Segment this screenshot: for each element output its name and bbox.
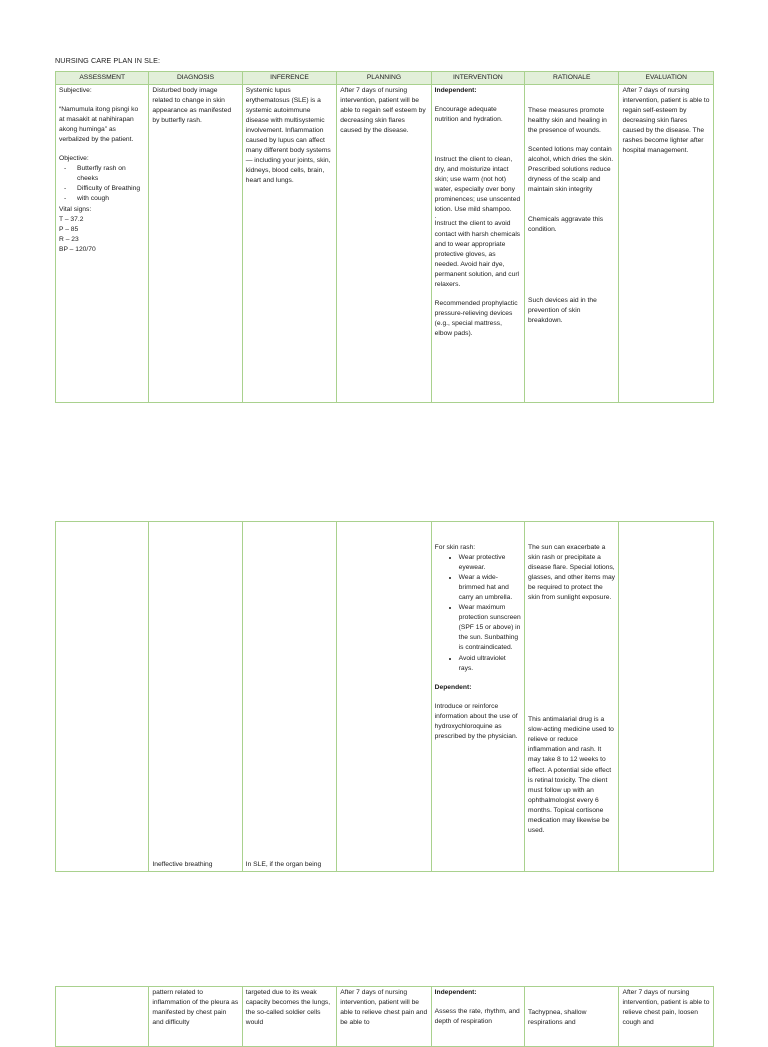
rationale-cell <box>525 987 619 1047</box>
table-row <box>56 987 714 1047</box>
care-plan-table-3 <box>55 986 714 1047</box>
inference-cell <box>242 85 336 403</box>
rationale-item: Such devices aid in the prevention of skin breakdown. <box>528 296 597 324</box>
planning-text: After 7 days of nursing intervention, patient will be able to regain self esteem by decreasing skin flares caused by the disease. <box>340 87 426 135</box>
vital-pulse: P – 85 <box>59 225 79 233</box>
list-item: • Wear maximum protection sunscreen (SPF 15 or above) in the sun. Sunbathing is contraindicated. <box>459 603 521 653</box>
subjective-label: Subjective: <box>59 87 92 95</box>
diagnosis-text: Disturbed body image related to change in skin appearance as manifested by butterfly rash. <box>152 87 232 125</box>
stray-dot: . <box>434 213 437 221</box>
vital-temperature: T – 37.2 <box>59 215 84 223</box>
evaluation-cell <box>619 987 714 1047</box>
skin-rash-label: For skin rash: <box>434 544 476 551</box>
rationale-cell <box>525 85 619 403</box>
vital-respiration: R – 23 <box>59 235 79 243</box>
list-item: - with cough <box>77 194 145 204</box>
header-rationale: RATIONALE <box>525 72 619 85</box>
list-item: • Wear a wide-brimmed hat and carry an umbrella. <box>459 573 521 603</box>
assessment-cell <box>56 85 149 403</box>
objective-list <box>59 164 145 204</box>
rationale-item: Scented lotions may contain alcohol, which dries the skin. Prescribed solutions reduce dryness of the scalp and maintain skin integrity <box>528 146 614 194</box>
planning-cell <box>337 987 431 1047</box>
independent-label: Independent: <box>434 87 477 95</box>
care-plan-table-2 <box>55 521 714 872</box>
rationale-item: This antimalarial drug is a slow-acting medicine used to relieve or reduce inflammation and rash. It may take 8 to 12 weeks to effect. A potential side effect is retinal toxicity. The client must follow up with an ophthalmologist every 6 months. Topical cortisone medication may likewise be used. <box>528 716 614 834</box>
rationale-item: These measures promote healthy skin and healing in the presence of wounds. <box>528 107 607 135</box>
diagnosis-cell <box>149 987 242 1047</box>
rationale-cell <box>525 522 619 872</box>
objective-label: Objective: <box>59 155 89 163</box>
independent-label: Independent: <box>434 989 477 996</box>
intervention-item: Recommended prophylactic pressure-relieving devices (e.g., special mattress, elbow pads). <box>434 299 518 337</box>
diagnosis-cell <box>149 522 242 872</box>
assessment-cell <box>56 522 149 872</box>
intervention-cell <box>431 987 524 1047</box>
rationale-item: Chemicals aggravate this condition. <box>528 216 604 234</box>
dependent-text: Introduce or reinforce information about the use of hydroxychloroquine as prescribed by the physician. <box>434 702 518 740</box>
planning-text: After 7 days of nursing intervention, patient will be able to relieve chest pain and be able to <box>340 989 428 1027</box>
list-item: • Avoid ultraviolet rays. <box>459 654 521 674</box>
inference-cell <box>242 987 336 1047</box>
intervention-cell <box>431 522 524 872</box>
intervention-item: Encourage adequate nutrition and hydration. <box>434 106 503 124</box>
list-item: • Wear protective eyewear. <box>459 553 521 573</box>
diagnosis-text: Ineffective breathing <box>152 860 213 868</box>
care-plan-table-1 <box>55 71 714 403</box>
evaluation-cell <box>619 522 714 872</box>
inference-cell <box>242 522 336 872</box>
intervention-item: Assess the rate, rhythm, and depth of respiration <box>434 1008 520 1026</box>
planning-cell <box>337 85 431 403</box>
inference-text: targeted due to its weak capacity becomes the lungs, the so-called soldier cells would <box>245 989 331 1027</box>
inference-text: In SLE, if the organ being <box>245 860 322 868</box>
header-planning: PLANNING <box>337 72 431 85</box>
skin-rash-list <box>435 553 521 674</box>
inference-text: Systemic lupus erythematosus (SLE) is a systemic autoimmune disease with multisystemic involvement. Inflammation caused by lupus can affect many different body systems — including your joints, skin, kidneys, blood cells, brain, heart and lungs. <box>245 87 331 185</box>
header-diagnosis: DIAGNOSIS <box>149 72 242 85</box>
header-inference: INFERENCE <box>242 72 336 85</box>
intervention-item: Instruct the client to clean, dry, and moisturize intact skin; use warm (not hot) water, especially over bony prominences; use unscented lotion. Use mild shampoo. <box>434 156 521 214</box>
list-item: - Butterfly rash on cheeks <box>77 164 145 184</box>
rationale-item: The sun can exacerbate a skin rash or precipitate a disease flare. Special lotions, glasses, and other items may be required to protect the skin from sunlight exposure. <box>528 544 616 602</box>
diagnosis-text: pattern related to inflammation of the pleura as manifested by chest pain and difficulty <box>152 989 239 1027</box>
table-header-row <box>56 72 714 85</box>
planning-cell <box>337 522 431 872</box>
intervention-item: Instruct the client to avoid contact with harsh chemicals and to wear appropriate protective gloves, as needed. Avoid hair dye, permanent solution, and curl relaxers. <box>434 220 521 288</box>
vitals-label: Vital signs: <box>59 205 92 213</box>
evaluation-text: After 7 days of nursing intervention, patient is able to relieve chest pain, loosen cough and <box>622 989 710 1027</box>
vital-blood-pressure: BP – 120/70 <box>59 245 96 253</box>
dependent-label: Dependent: <box>434 683 472 691</box>
intervention-cell <box>431 85 524 403</box>
header-assessment: ASSESSMENT <box>56 72 149 85</box>
diagnosis-cell <box>149 85 242 403</box>
list-item: - Difficulty of Breathing <box>77 184 145 194</box>
header-intervention: INTERVENTION <box>431 72 524 85</box>
evaluation-text: After 7 days of nursing intervention, patient is able to regain self-esteem by decreasing skin flares caused by the disease. The rashes become lighter after hospital management. <box>622 87 710 155</box>
evaluation-cell <box>619 85 714 403</box>
subjective-quote: “Namumula itong pisngi ko at masakit at nahihirapan akong huminga” as verbalized by the patient. <box>59 106 139 144</box>
table-row <box>56 522 714 872</box>
rationale-item: Tachypnea, shallow respirations and <box>528 1009 587 1027</box>
table-row <box>56 85 714 403</box>
assessment-cell <box>56 987 149 1047</box>
header-evaluation: EVALUATION <box>619 72 714 85</box>
document-title: NURSING CARE PLAN IN SLE: <box>55 56 161 65</box>
